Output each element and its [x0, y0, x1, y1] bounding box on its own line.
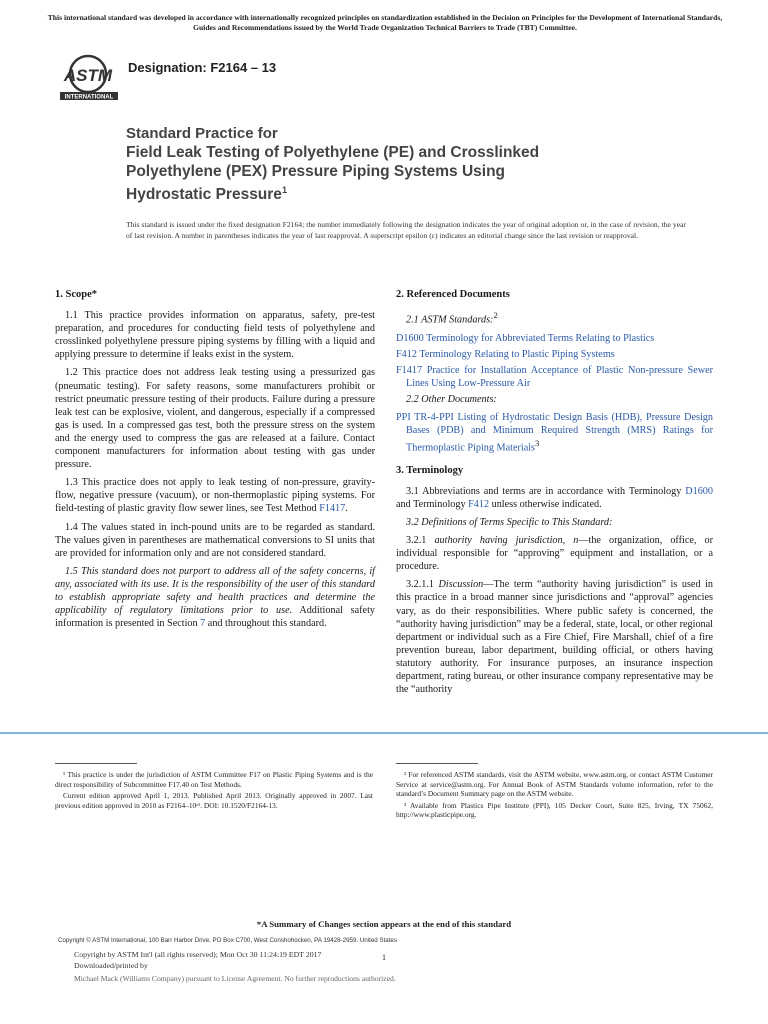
summary-of-changes-note: *A Summary of Changes section appears at the end of this standard: [256, 919, 512, 929]
cut-off-license-line: Michael Mack (Williams Company) pursuant to License Agreement. No further reproductions authorized.: [74, 974, 396, 983]
link-f1417[interactable]: F1417: [319, 503, 346, 515]
link-ppi-tr4[interactable]: PPI TR-4-PPI: [396, 412, 454, 424]
designation: Designation: F2164 – 13: [128, 60, 277, 75]
scan-artifact-line: [0, 732, 768, 734]
footnote-3: ³ Available from Plastics Pipe Institute (PPI), 105 Decker Court, Suite 825, Irving, TX 75062, http://www.plasticpipe.org.: [396, 800, 713, 819]
title-line-1: Standard Practice for: [126, 125, 278, 142]
link-f1417-ref[interactable]: F1417: [396, 364, 423, 376]
footnote-rule-right: [396, 763, 478, 764]
copyright-line: Copyright © ASTM International, 100 Barr Harbor Drive, PO Box C700, West Conshohocken, PA 19428-2959. United States: [58, 937, 397, 944]
ref-f1417: F1417 Practice for Installation Acceptance of Plastic Non-pressure Sewer Lines Using Low-Pressure Air: [396, 364, 713, 389]
para-3-2-1: 3.2.1 authority having jurisdiction, n—the organization, office, or individual responsible for “approving” equipment and installation, or a procedure.: [396, 535, 714, 573]
other-documents-label: 2.2 Other Documents:: [406, 393, 497, 405]
link-f412[interactable]: F412: [396, 348, 417, 360]
section-scope-heading: 1. Scope*: [55, 289, 97, 300]
ref-ppi-tr4: PPI TR-4-PPI Listing of Hydrostatic Design Basis (HDB), Pressure Design Bases (PDB) and Minimum Required Strength (MRS) Ratings for Thermoplastic Piping Materials$^3$: [396, 412, 713, 454]
link-d1600-term[interactable]: D1600: [685, 485, 713, 497]
issued-note: This standard is issued under the fixed designation F2164; the number immediately following the designation indicates the year of original adoption or, in the case of revision, the year of last revision. A number in parentheses indicates the year of last reapproval. A superscript epsilon (ε) indicates an editorial change since the last revision or reapproval.: [126, 220, 686, 240]
para-3-2: 3.2 Definitions of Terms Specific to This Standard:: [406, 517, 613, 528]
download-line-1: Copyright by ASTM Int'l (all rights reserved); Mon Oct 30 11:24:19 EDT 2017: [74, 950, 322, 959]
document-title: [126, 124, 686, 204]
footnote-1: ¹ This practice is under the jurisdiction of ASTM Committee F17 on Plastic Piping Systems and is the direct responsibility of Subcommittee F17.40 on Test Methods.: [55, 770, 373, 789]
para-1-1: 1.1 This practice provides information on apparatus, safety, pre-test preparation, and procedures for conducting field tests of polyethylene and crosslinked polyethylene pressure piping systems by filling with a liquid and applying pressure to determine if leaks exist in the system.: [55, 310, 375, 361]
para-1-2: 1.2 This practice does not address leak testing using a pressurized gas (pneumatic testing). For safety reasons, some manufacturers prohibit or restrict pneumatic pressure testing of their products. Failure during a pressure leak test can be explosive, violent, and dangerous, especially if a compressed gas is used. In a compressed gas test, both the pressure stress on the system and the energy used to compress the gas are released at a failure. Contact component manufacturers for information about testing with gas under pressure.: [55, 367, 375, 471]
download-line-2: Downloaded/printed by: [74, 961, 148, 970]
logo-subtext: INTERNATIONAL: [64, 94, 114, 101]
footnotes-right: [396, 770, 713, 822]
title-footnote-mark: 1: [281, 185, 287, 195]
footnote-1-edition: Current edition approved April 1, 2013. Published April 2013. Originally approved in 2007. Last previous edition approved in 2010 as F2164–10ᵋ¹. DOI: 10.1520/F2164-13.: [55, 791, 373, 810]
link-section-7[interactable]: 7: [200, 618, 206, 630]
header-notice: This international standard was developed in accordance with internationally recognized principles on standardization established in the Decision on Principles for the Development of International Standards, Guides and Recommendations issued by the World Trade Organization Technical Barriers to Trade (TBT) Committee.: [47, 13, 723, 32]
para-1-4: 1.4 The values stated in inch-pound units are to be regarded as standard. The values given in parentheses are mathematical conversions to SI units that are provided for information only and are not considered standard.: [55, 521, 375, 559]
ref-d1600: D1600 Terminology for Abbreviated Terms Relating to Plastics: [396, 332, 655, 344]
title-line-2: Field Leak Testing of Polyethylene (PE) and Crosslinked: [126, 144, 540, 161]
title-line-4: Hydrostatic Pressure: [126, 186, 282, 204]
footnote-2: ² For referenced ASTM standards, visit the ASTM website, www.astm.org, or contact ASTM Customer Service at service@astm.org. For Annual Book of ASTM Standards volume information, refer to the standard’s Document Summary page on the ASTM website.: [396, 770, 713, 798]
para-1-3: 1.3 This practice does not apply to leak testing of non-pressure, gravity-flow, negative pressure (vacuum), or non-thermoplastic piping systems. For field-testing of plastic gravity flow sewer lines, see Test Method F1417.: [55, 477, 375, 515]
para-3-1: 3.1 Abbreviations and terms are in accordance with Terminology D1600 and Terminology F412 unless otherwise indicated.: [396, 485, 713, 510]
logo-text: ASTM: [63, 66, 113, 85]
section-terminology-heading: 3. Terminology: [396, 464, 464, 476]
download-stamp: [74, 949, 474, 971]
footnotes-left: [55, 770, 373, 812]
footnote-rule-left: [55, 763, 137, 764]
para-3-2-1-1: 3.2.1.1 Discussion—The term “authority having jurisdiction” is used in this practice in a broad manner since jurisdictions and “approval” agencies vary, as do their responsibilities. Where public safety is concerned, the “authority having jurisdiction” may be a federal, state, local, or other regional department or individual such as a Fire Chief, Fire Marshall, chief of a fire prevention bureau, labor department, building official, or others having statutory authority. For insurance purposes, an insurance inspection department, rating bureau, or other insurance company representative may be the “authority: [396, 579, 714, 696]
link-d1600[interactable]: D1600: [396, 332, 424, 344]
para-1-5: 1.5 This standard does not purport to address all of the safety concerns, if any, associated with its use. It is the responsibility of the user of this standard to establish appropriate safety and health practices and determine the applicability of regulatory limitations prior to use. Additional safety information is presented in Section 7 and throughout this standard.: [55, 565, 375, 630]
page-number: 1: [382, 953, 386, 962]
section-references-heading: 2. Referenced Documents: [396, 289, 510, 300]
title-line-3: Polyethylene (PEX) Pressure Piping Systems Using: [126, 163, 506, 180]
link-f412-term[interactable]: F412: [468, 498, 490, 510]
right-column: [396, 288, 713, 701]
astm-standards-label: 2.1 ASTM Standards:$^2$: [406, 310, 498, 326]
astm-logo: [58, 52, 122, 102]
ref-f412: F412 Terminology Relating to Plastic Piping Systems: [396, 348, 615, 360]
left-column: [55, 288, 375, 635]
